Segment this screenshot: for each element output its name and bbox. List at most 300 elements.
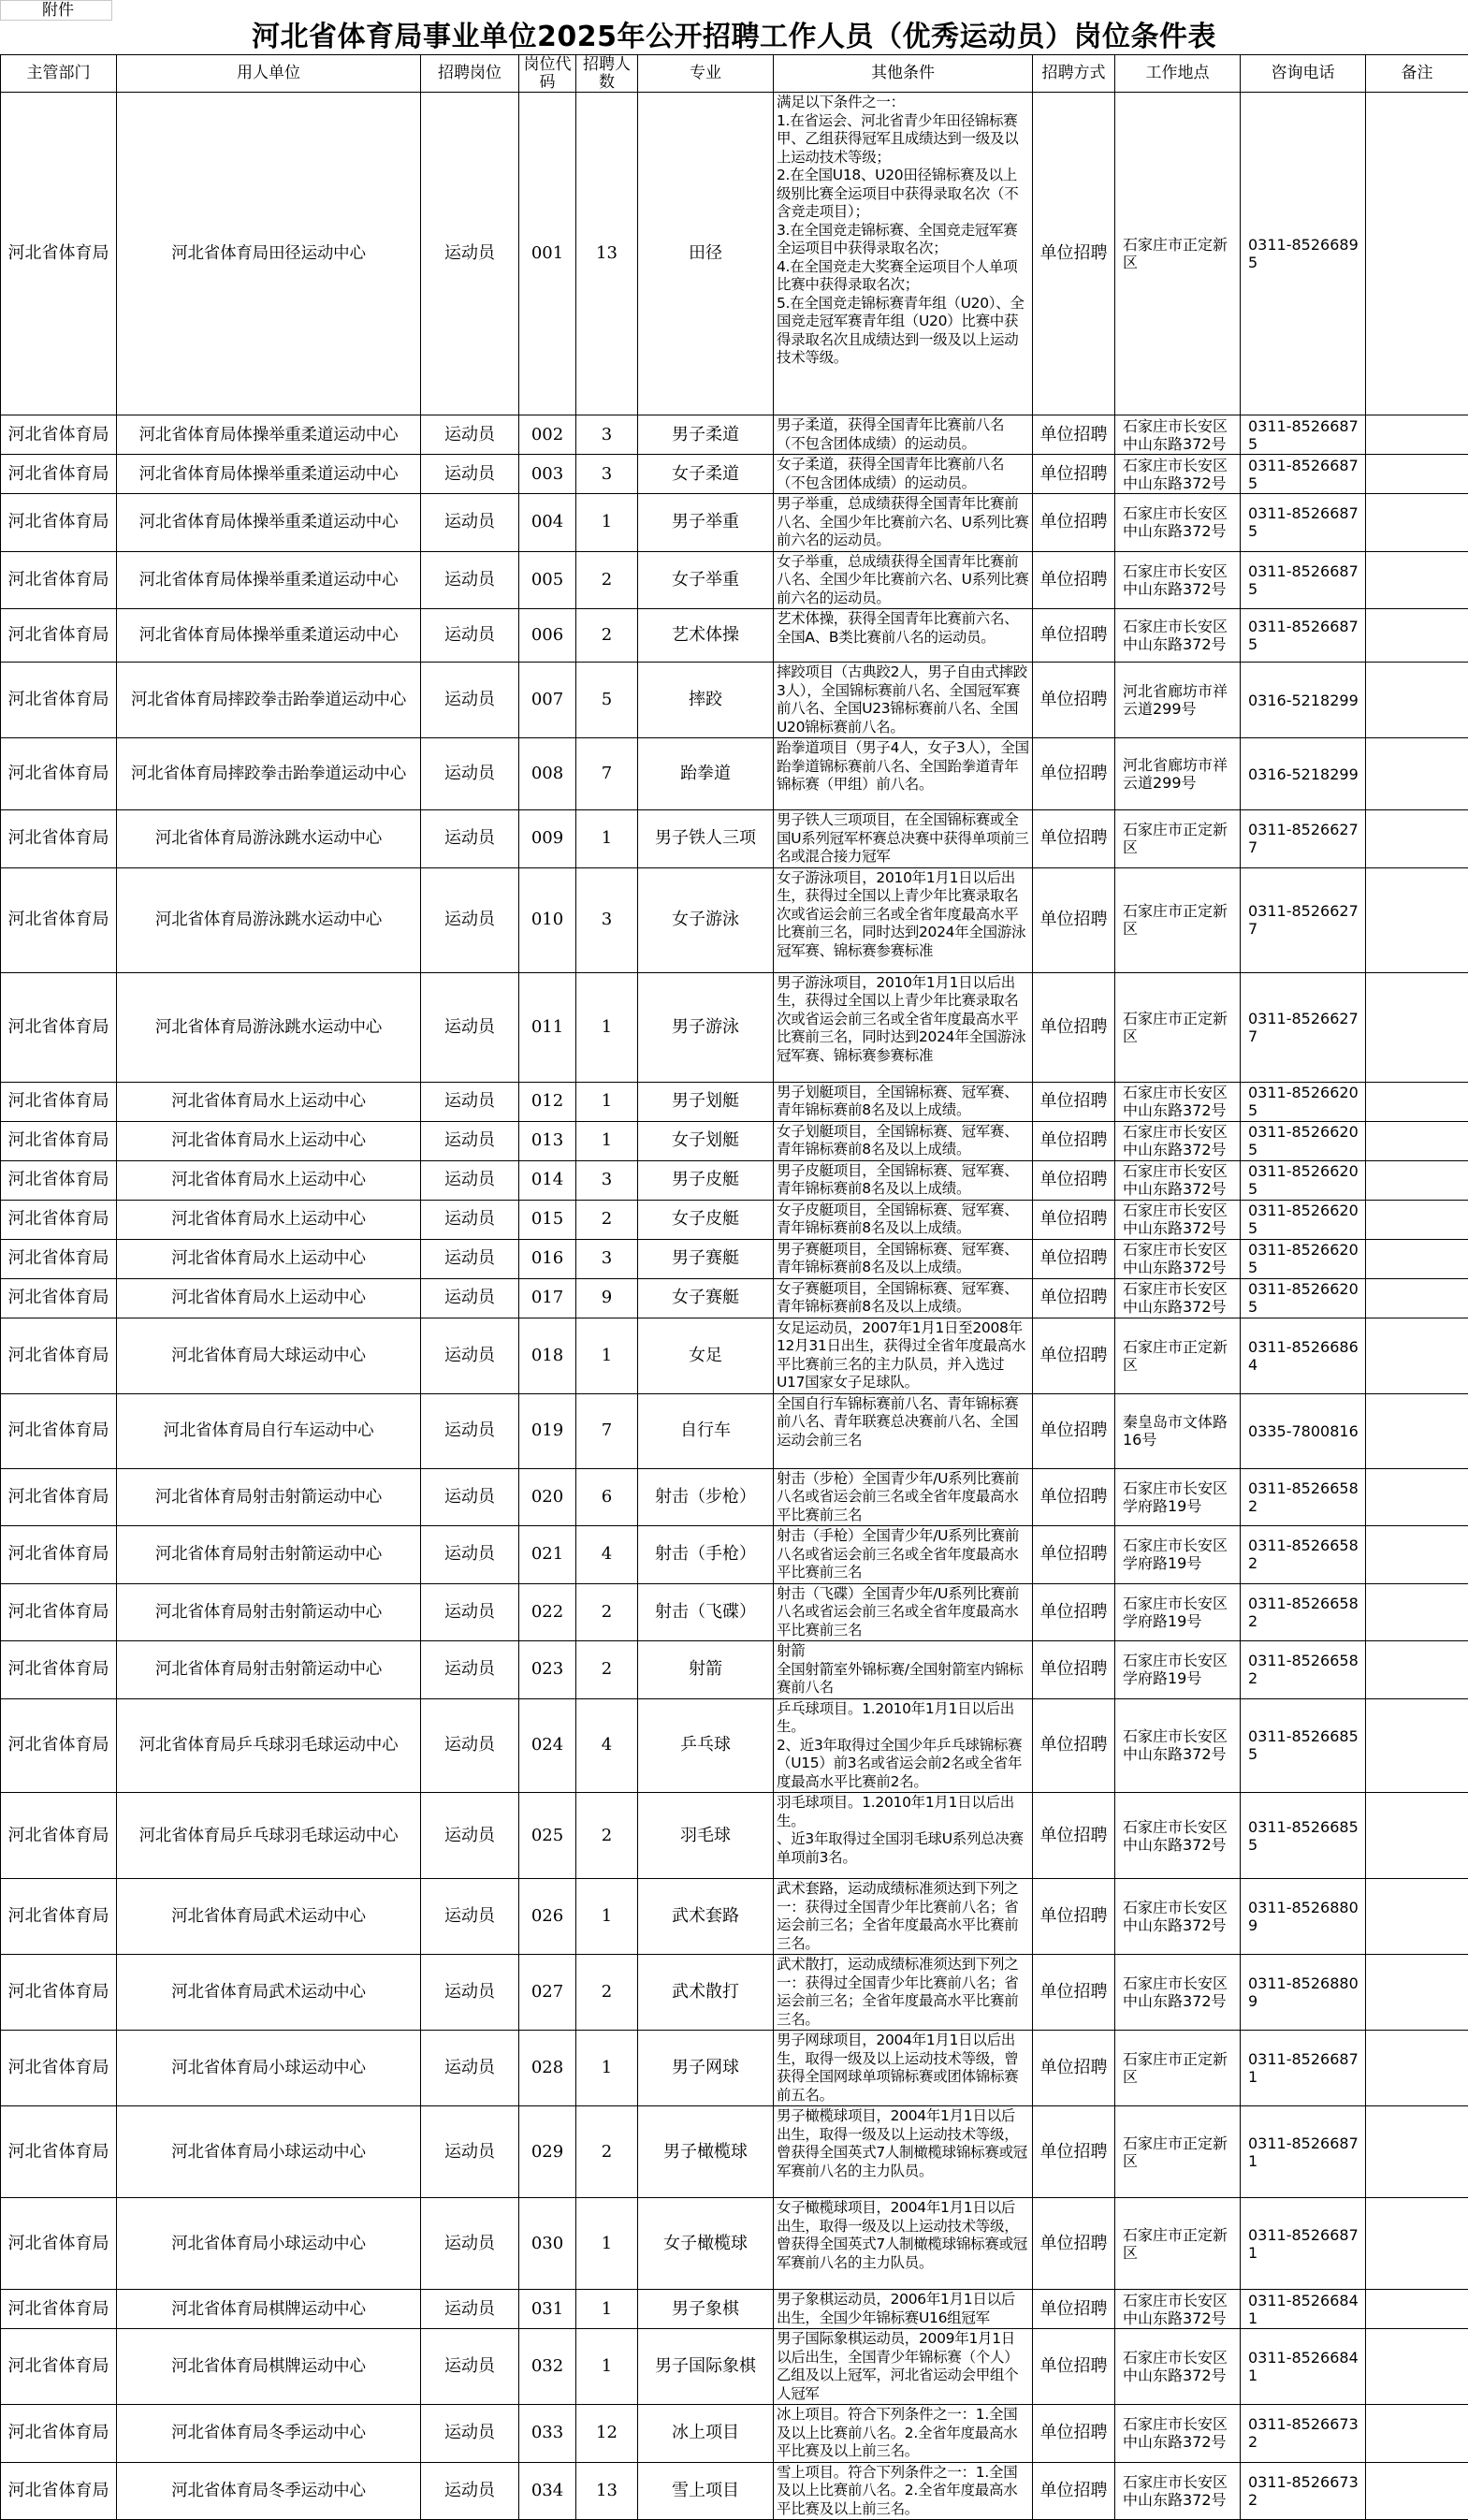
- cell-location: 石家庄市长安区中山东路372号: [1115, 2290, 1241, 2329]
- cell-conditions: 女子皮艇项目，全国锦标赛、冠军赛、青年锦标赛前8名及以上成绩。: [774, 1200, 1033, 1239]
- cell-dept: 河北省体育局: [1, 1393, 117, 1468]
- cell-remark: [1366, 1393, 1468, 1468]
- cell-conditions: 男子国际象棋运动员，2009年1月1日以后出生，全国青少年锦标赛（个人）乙组及以上冠军，河北省运动会甲组个人冠军: [774, 2329, 1033, 2405]
- cell-phone: 0311-85266871: [1241, 2031, 1366, 2106]
- cell-unit: 河北省体育局水上运动中心: [117, 1278, 421, 1318]
- table-row: [1, 663, 1468, 738]
- cell-dept: 河北省体育局: [1, 2329, 117, 2405]
- table-row: [1, 1698, 1468, 1793]
- cell-phone: 0311-85266582: [1241, 1583, 1366, 1641]
- cell-phone: 0311-85266582: [1241, 1526, 1366, 1584]
- cell-position: 运动员: [421, 1526, 519, 1584]
- cell-unit: 河北省体育局射击射箭运动中心: [117, 1526, 421, 1584]
- cell-code: 028: [519, 2031, 576, 2106]
- cell-unit: 河北省体育局摔跤拳击跆拳道运动中心: [117, 663, 421, 738]
- cell-code: 009: [519, 810, 576, 868]
- cell-unit: 河北省体育局棋牌运动中心: [117, 2290, 421, 2329]
- cell-method: 单位招聘: [1033, 93, 1115, 415]
- cell-code: 002: [519, 415, 576, 455]
- cell-position: 运动员: [421, 1468, 519, 1526]
- cell-position: 运动员: [421, 867, 519, 972]
- cell-location: 石家庄市长安区中山东路372号: [1115, 2329, 1241, 2405]
- header-count: 招聘人数: [576, 55, 638, 93]
- cell-remark: [1366, 1698, 1468, 1793]
- cell-unit: 河北省体育局游泳跳水运动中心: [117, 867, 421, 972]
- cell-phone: 0311-85266205: [1241, 1200, 1366, 1239]
- cell-location: 石家庄市长安区中山东路372号: [1115, 1160, 1241, 1200]
- cell-code: 023: [519, 1641, 576, 1699]
- cell-dept: 河北省体育局: [1, 1698, 117, 1793]
- cell-dept: 河北省体育局: [1, 1955, 117, 2031]
- cell-conditions: 羽毛球项目。1.2010年1月1日以后出生。 、近3年取得过全国羽毛球U系列总决赛单项前3名。: [774, 1793, 1033, 1879]
- cell-remark: [1366, 2031, 1468, 2106]
- cell-location: 石家庄市正定新区: [1115, 810, 1241, 868]
- cell-major: 武术散打: [638, 1955, 774, 2031]
- cell-count: 12: [576, 2405, 638, 2463]
- cell-count: 7: [576, 1393, 638, 1468]
- cell-major: 男子铁人三项: [638, 810, 774, 868]
- cell-phone: 0316-5218299: [1241, 663, 1366, 738]
- cell-major: 男子划艇: [638, 1082, 774, 1121]
- cell-code: 034: [519, 2462, 576, 2520]
- cell-major: 摔跤: [638, 663, 774, 738]
- cell-method: 单位招聘: [1033, 1955, 1115, 2031]
- cell-dept: 河北省体育局: [1, 1468, 117, 1526]
- cell-method: 单位招聘: [1033, 738, 1115, 810]
- cell-unit: 河北省体育局射击射箭运动中心: [117, 1641, 421, 1699]
- cell-code: 027: [519, 1955, 576, 2031]
- cell-phone: 0311-85266582: [1241, 1468, 1366, 1526]
- cell-code: 012: [519, 1082, 576, 1121]
- cell-unit: 河北省体育局冬季运动中心: [117, 2405, 421, 2463]
- cell-count: 3: [576, 415, 638, 455]
- cell-location: 石家庄市长安区中山东路372号: [1115, 1793, 1241, 1879]
- cell-position: 运动员: [421, 1082, 519, 1121]
- cell-unit: 河北省体育局武术运动中心: [117, 1879, 421, 1955]
- cell-location: 石家庄市正定新区: [1115, 867, 1241, 972]
- cell-code: 030: [519, 2198, 576, 2290]
- cell-dept: 河北省体育局: [1, 2462, 117, 2520]
- table-row: [1, 1121, 1468, 1160]
- cell-method: 单位招聘: [1033, 1160, 1115, 1200]
- cell-conditions: 女子柔道，获得全国青年比赛前八名（不包含团体成绩）的运动员。: [774, 455, 1033, 494]
- header-conditions: 其他条件: [774, 55, 1033, 93]
- cell-remark: [1366, 2198, 1468, 2290]
- cell-count: 7: [576, 738, 638, 810]
- cell-code: 005: [519, 551, 576, 609]
- table-row: [1, 1955, 1468, 2031]
- cell-phone: 0311-85266205: [1241, 1082, 1366, 1121]
- table-row: [1, 551, 1468, 609]
- cell-major: 男子网球: [638, 2031, 774, 2106]
- cell-location: 石家庄市正定新区: [1115, 972, 1241, 1082]
- cell-unit: 河北省体育局小球运动中心: [117, 2031, 421, 2106]
- cell-code: 008: [519, 738, 576, 810]
- cell-phone: 0311-85266855: [1241, 1793, 1366, 1879]
- cell-code: 014: [519, 1160, 576, 1200]
- cell-count: 2: [576, 2106, 638, 2198]
- table-row: [1, 609, 1468, 663]
- cell-major: 射击（步枪）: [638, 1468, 774, 1526]
- cell-position: 运动员: [421, 2106, 519, 2198]
- header-location: 工作地点: [1115, 55, 1241, 93]
- cell-unit: 河北省体育局水上运动中心: [117, 1200, 421, 1239]
- cell-phone: 0311-85266205: [1241, 1278, 1366, 1318]
- cell-unit: 河北省体育局水上运动中心: [117, 1121, 421, 1160]
- cell-remark: [1366, 2290, 1468, 2329]
- cell-phone: 0311-85266871: [1241, 2106, 1366, 2198]
- recruitment-table: [0, 54, 1468, 2520]
- cell-major: 男子举重: [638, 494, 774, 552]
- cell-remark: [1366, 1793, 1468, 1879]
- table-row: [1, 455, 1468, 494]
- cell-method: 单位招聘: [1033, 415, 1115, 455]
- cell-count: 2: [576, 1641, 638, 1699]
- cell-count: 3: [576, 1160, 638, 1200]
- table-row: [1, 972, 1468, 1082]
- cell-major: 田径: [638, 93, 774, 415]
- cell-dept: 河北省体育局: [1, 415, 117, 455]
- cell-method: 单位招聘: [1033, 1278, 1115, 1318]
- cell-major: 冰上项目: [638, 2405, 774, 2463]
- cell-count: 3: [576, 1239, 638, 1278]
- cell-phone: 0311-85266205: [1241, 1160, 1366, 1200]
- cell-location: 石家庄市长安区中山东路372号: [1115, 415, 1241, 455]
- cell-location: 石家庄市长安区中山东路372号: [1115, 455, 1241, 494]
- cell-location: 石家庄市长安区中山东路372号: [1115, 551, 1241, 609]
- cell-unit: 河北省体育局武术运动中心: [117, 1955, 421, 2031]
- cell-dept: 河北省体育局: [1, 663, 117, 738]
- cell-code: 013: [519, 1121, 576, 1160]
- cell-count: 2: [576, 1793, 638, 1879]
- cell-code: 031: [519, 2290, 576, 2329]
- cell-remark: [1366, 1160, 1468, 1200]
- cell-conditions: 乒乓球项目。1.2010年1月1日以后出生。 2、近3年取得过全国少年乒乓球锦标赛（U15）前3名或省运会前2名或全省年度最高水平比赛前2名。: [774, 1698, 1033, 1793]
- cell-major: 男子柔道: [638, 415, 774, 455]
- cell-remark: [1366, 738, 1468, 810]
- cell-method: 单位招聘: [1033, 2462, 1115, 2520]
- cell-remark: [1366, 663, 1468, 738]
- cell-conditions: 女子举重，总成绩获得全国青年比赛前八名、全国少年比赛前六名、U系列比赛前六名的运动员。: [774, 551, 1033, 609]
- cell-dept: 河北省体育局: [1, 1583, 117, 1641]
- cell-remark: [1366, 1318, 1468, 1393]
- cell-count: 1: [576, 1879, 638, 1955]
- table-row: [1, 2329, 1468, 2405]
- cell-conditions: 男子象棋运动员，2006年1月1日以后出生，全国少年锦标赛U16组冠军: [774, 2290, 1033, 2329]
- cell-major: 男子象棋: [638, 2290, 774, 2329]
- cell-position: 运动员: [421, 1879, 519, 1955]
- table-row: [1, 1641, 1468, 1699]
- cell-position: 运动员: [421, 1393, 519, 1468]
- cell-major: 乒乓球: [638, 1698, 774, 1793]
- cell-code: 016: [519, 1239, 576, 1278]
- cell-method: 单位招聘: [1033, 1200, 1115, 1239]
- cell-method: 单位招聘: [1033, 494, 1115, 552]
- cell-count: 1: [576, 2031, 638, 2106]
- cell-phone: 0311-85266895: [1241, 93, 1366, 415]
- cell-count: 2: [576, 1955, 638, 2031]
- cell-remark: [1366, 1278, 1468, 1318]
- cell-major: 自行车: [638, 1393, 774, 1468]
- cell-code: 033: [519, 2405, 576, 2463]
- cell-remark: [1366, 609, 1468, 663]
- table-row: [1, 1082, 1468, 1121]
- cell-unit: 河北省体育局大球运动中心: [117, 1318, 421, 1393]
- cell-position: 运动员: [421, 663, 519, 738]
- cell-code: 006: [519, 609, 576, 663]
- cell-count: 2: [576, 1583, 638, 1641]
- cell-dept: 河北省体育局: [1, 2198, 117, 2290]
- cell-code: 019: [519, 1393, 576, 1468]
- cell-location: 石家庄市正定新区: [1115, 93, 1241, 415]
- table-row: [1, 2106, 1468, 2198]
- cell-unit: 河北省体育局体操举重柔道运动中心: [117, 455, 421, 494]
- cell-code: 018: [519, 1318, 576, 1393]
- table-row: [1, 2031, 1468, 2106]
- cell-count: 1: [576, 2329, 638, 2405]
- cell-location: 石家庄市长安区中山东路372号: [1115, 494, 1241, 552]
- page-title: 河北省体育局事业单位2025年公开招聘工作人员（优秀运动员）岗位条件表: [0, 19, 1468, 56]
- cell-dept: 河北省体育局: [1, 1160, 117, 1200]
- cell-major: 男子橄榄球: [638, 2106, 774, 2198]
- cell-location: 石家庄市长安区学府路19号: [1115, 1641, 1241, 1699]
- cell-count: 3: [576, 455, 638, 494]
- cell-major: 女子赛艇: [638, 1278, 774, 1318]
- cell-dept: 河北省体育局: [1, 738, 117, 810]
- cell-conditions: 男子网球项目，2004年1月1日以后出生，取得一级及以上运动技术等级，曾获得全国网球单项锦标赛或团体锦标赛前五名。: [774, 2031, 1033, 2106]
- cell-phone: 0311-85266875: [1241, 609, 1366, 663]
- cell-phone: 0311-85268809: [1241, 1879, 1366, 1955]
- table-row: [1, 867, 1468, 972]
- cell-count: 1: [576, 810, 638, 868]
- cell-major: 射击（手枪）: [638, 1526, 774, 1584]
- cell-location: 河北省廊坊市祥云道299号: [1115, 663, 1241, 738]
- cell-remark: [1366, 1583, 1468, 1641]
- cell-location: 石家庄市长安区中山东路372号: [1115, 1121, 1241, 1160]
- cell-count: 1: [576, 1121, 638, 1160]
- table-row: [1, 1200, 1468, 1239]
- header-position: 招聘岗位: [421, 55, 519, 93]
- cell-major: 女子游泳: [638, 867, 774, 972]
- table-row: [1, 1583, 1468, 1641]
- cell-position: 运动员: [421, 1239, 519, 1278]
- cell-count: 1: [576, 2198, 638, 2290]
- cell-count: 1: [576, 1082, 638, 1121]
- cell-unit: 河北省体育局水上运动中心: [117, 1082, 421, 1121]
- table-body: [1, 93, 1468, 2520]
- cell-count: 9: [576, 1278, 638, 1318]
- cell-phone: 0311-85266871: [1241, 2198, 1366, 2290]
- cell-major: 跆拳道: [638, 738, 774, 810]
- cell-dept: 河北省体育局: [1, 1318, 117, 1393]
- table-row: [1, 494, 1468, 552]
- cell-method: 单位招聘: [1033, 1698, 1115, 1793]
- cell-major: 男子皮艇: [638, 1160, 774, 1200]
- cell-conditions: 男子铁人三项项目，在全国锦标赛或全国U系列冠军杯赛总决赛中获得单项前三名或混合接力冠军: [774, 810, 1033, 868]
- cell-conditions: 男子划艇项目，全国锦标赛、冠军赛、青年锦标赛前8名及以上成绩。: [774, 1082, 1033, 1121]
- cell-position: 运动员: [421, 2405, 519, 2463]
- cell-location: 石家庄市长安区中山东路372号: [1115, 1698, 1241, 1793]
- cell-unit: 河北省体育局冬季运动中心: [117, 2462, 421, 2520]
- cell-conditions: 雪上项目。符合下列条件之一：1.全国及以上比赛前八名。2.全省年度最高水平比赛及以上前三名。: [774, 2462, 1033, 2520]
- cell-remark: [1366, 1879, 1468, 1955]
- cell-dept: 河北省体育局: [1, 2031, 117, 2106]
- cell-major: 武术套路: [638, 1879, 774, 1955]
- cell-location: 石家庄市正定新区: [1115, 2106, 1241, 2198]
- cell-count: 6: [576, 1468, 638, 1526]
- cell-method: 单位招聘: [1033, 1641, 1115, 1699]
- cell-code: 003: [519, 455, 576, 494]
- cell-dept: 河北省体育局: [1, 1121, 117, 1160]
- cell-unit: 河北省体育局水上运动中心: [117, 1160, 421, 1200]
- cell-phone: 0311-85266855: [1241, 1698, 1366, 1793]
- cell-major: 羽毛球: [638, 1793, 774, 1879]
- cell-code: 004: [519, 494, 576, 552]
- cell-unit: 河北省体育局体操举重柔道运动中心: [117, 415, 421, 455]
- cell-location: 石家庄市长安区中山东路372号: [1115, 1278, 1241, 1318]
- cell-unit: 河北省体育局射击射箭运动中心: [117, 1583, 421, 1641]
- cell-phone: 0311-85266841: [1241, 2290, 1366, 2329]
- cell-conditions: 射击（手枪）全国青少年/U系列比赛前八名或省运会前三名或全省年度最高水平比赛前三名: [774, 1526, 1033, 1584]
- cell-remark: [1366, 494, 1468, 552]
- cell-position: 运动员: [421, 1160, 519, 1200]
- header-remark: 备注: [1366, 55, 1468, 93]
- cell-dept: 河北省体育局: [1, 867, 117, 972]
- cell-location: 石家庄市长安区中山东路372号: [1115, 609, 1241, 663]
- cell-conditions: 射箭 全国射箭室外锦标赛/全国射箭室内锦标赛前八名: [774, 1641, 1033, 1699]
- cell-dept: 河北省体育局: [1, 1879, 117, 1955]
- cell-position: 运动员: [421, 1641, 519, 1699]
- cell-remark: [1366, 455, 1468, 494]
- cell-unit: 河北省体育局自行车运动中心: [117, 1393, 421, 1468]
- cell-major: 雪上项目: [638, 2462, 774, 2520]
- cell-code: 020: [519, 1468, 576, 1526]
- cell-major: 女子柔道: [638, 455, 774, 494]
- cell-phone: 0311-85266205: [1241, 1121, 1366, 1160]
- cell-remark: [1366, 1641, 1468, 1699]
- cell-location: 石家庄市长安区中山东路372号: [1115, 1879, 1241, 1955]
- table-row: [1, 1318, 1468, 1393]
- cell-method: 单位招聘: [1033, 2031, 1115, 2106]
- cell-conditions: 女子橄榄球项目，2004年1月1日以后出生，取得一级及以上运动技术等级，曾获得全国英式7人制橄榄球锦标赛或冠军赛前八名的主力队员。: [774, 2198, 1033, 2290]
- cell-code: 021: [519, 1526, 576, 1584]
- cell-unit: 河北省体育局棋牌运动中心: [117, 2329, 421, 2405]
- cell-unit: 河北省体育局小球运动中心: [117, 2106, 421, 2198]
- cell-dept: 河北省体育局: [1, 2290, 117, 2329]
- table-row: [1, 1393, 1468, 1468]
- cell-count: 1: [576, 2290, 638, 2329]
- cell-method: 单位招聘: [1033, 810, 1115, 868]
- cell-unit: 河北省体育局摔跤拳击跆拳道运动中心: [117, 738, 421, 810]
- table-row: [1, 2462, 1468, 2520]
- cell-conditions: 男子皮艇项目，全国锦标赛、冠军赛、青年锦标赛前8名及以上成绩。: [774, 1160, 1033, 1200]
- cell-unit: 河北省体育局射击射箭运动中心: [117, 1468, 421, 1526]
- cell-method: 单位招聘: [1033, 663, 1115, 738]
- cell-method: 单位招聘: [1033, 1879, 1115, 1955]
- cell-position: 运动员: [421, 93, 519, 415]
- cell-phone: 0311-85266205: [1241, 1239, 1366, 1278]
- table-row: [1, 810, 1468, 868]
- cell-unit: 河北省体育局游泳跳水运动中心: [117, 810, 421, 868]
- cell-position: 运动员: [421, 415, 519, 455]
- cell-code: 011: [519, 972, 576, 1082]
- cell-conditions: 武术套路，运动成绩标准须达到下列之一：获得过全国青少年比赛前八名；省运会前三名；全省年度最高水平比赛前三名。: [774, 1879, 1033, 1955]
- cell-count: 3: [576, 867, 638, 972]
- cell-phone: 0311-85266875: [1241, 551, 1366, 609]
- cell-method: 单位招聘: [1033, 1793, 1115, 1879]
- cell-method: 单位招聘: [1033, 972, 1115, 1082]
- cell-position: 运动员: [421, 1121, 519, 1160]
- cell-location: 石家庄市长安区学府路19号: [1115, 1526, 1241, 1584]
- cell-position: 运动员: [421, 1318, 519, 1393]
- cell-count: 2: [576, 551, 638, 609]
- table-row: [1, 1278, 1468, 1318]
- cell-phone: 0311-85266277: [1241, 867, 1366, 972]
- cell-phone: 0311-85266841: [1241, 2329, 1366, 2405]
- cell-remark: [1366, 551, 1468, 609]
- cell-remark: [1366, 1200, 1468, 1239]
- cell-phone: 0311-85266864: [1241, 1318, 1366, 1393]
- cell-unit: 河北省体育局体操举重柔道运动中心: [117, 609, 421, 663]
- cell-major: 男子国际象棋: [638, 2329, 774, 2405]
- cell-remark: [1366, 1239, 1468, 1278]
- table-row: [1, 1160, 1468, 1200]
- cell-unit: 河北省体育局体操举重柔道运动中心: [117, 551, 421, 609]
- cell-position: 运动员: [421, 1698, 519, 1793]
- cell-dept: 河北省体育局: [1, 551, 117, 609]
- cell-position: 运动员: [421, 1793, 519, 1879]
- cell-position: 运动员: [421, 2198, 519, 2290]
- table-row: [1, 2290, 1468, 2329]
- cell-position: 运动员: [421, 1955, 519, 2031]
- cell-conditions: 全国自行车锦标赛前八名、青年锦标赛前八名、青年联赛总决赛前八名、全国运动会前三名: [774, 1393, 1033, 1468]
- cell-method: 单位招聘: [1033, 1082, 1115, 1121]
- cell-count: 2: [576, 609, 638, 663]
- cell-dept: 河北省体育局: [1, 1278, 117, 1318]
- cell-dept: 河北省体育局: [1, 2405, 117, 2463]
- cell-dept: 河北省体育局: [1, 93, 117, 415]
- cell-dept: 河北省体育局: [1, 1793, 117, 1879]
- cell-remark: [1366, 972, 1468, 1082]
- cell-code: 022: [519, 1583, 576, 1641]
- cell-phone: 0311-85266732: [1241, 2405, 1366, 2463]
- cell-position: 运动员: [421, 810, 519, 868]
- cell-position: 运动员: [421, 1583, 519, 1641]
- table-row: [1, 1526, 1468, 1584]
- cell-method: 单位招聘: [1033, 1468, 1115, 1526]
- cell-method: 单位招聘: [1033, 1121, 1115, 1160]
- cell-unit: 河北省体育局体操举重柔道运动中心: [117, 494, 421, 552]
- cell-dept: 河北省体育局: [1, 1239, 117, 1278]
- cell-code: 001: [519, 93, 576, 415]
- cell-position: 运动员: [421, 609, 519, 663]
- cell-major: 女子举重: [638, 551, 774, 609]
- cell-count: 13: [576, 93, 638, 415]
- cell-major: 射击（飞碟）: [638, 1583, 774, 1641]
- cell-major: 男子游泳: [638, 972, 774, 1082]
- cell-method: 单位招聘: [1033, 1393, 1115, 1468]
- header-phone: 咨询电话: [1241, 55, 1366, 93]
- cell-conditions: 女子划艇项目，全国锦标赛、冠军赛、青年锦标赛前8名及以上成绩。: [774, 1121, 1033, 1160]
- cell-phone: 0311-85266875: [1241, 415, 1366, 455]
- table-row: [1, 93, 1468, 415]
- cell-dept: 河北省体育局: [1, 1200, 117, 1239]
- cell-location: 秦皇岛市文体路16号: [1115, 1393, 1241, 1468]
- cell-position: 运动员: [421, 2031, 519, 2106]
- cell-location: 石家庄市正定新区: [1115, 2031, 1241, 2106]
- cell-phone: 0311-85266277: [1241, 972, 1366, 1082]
- cell-major: 女子皮艇: [638, 1200, 774, 1239]
